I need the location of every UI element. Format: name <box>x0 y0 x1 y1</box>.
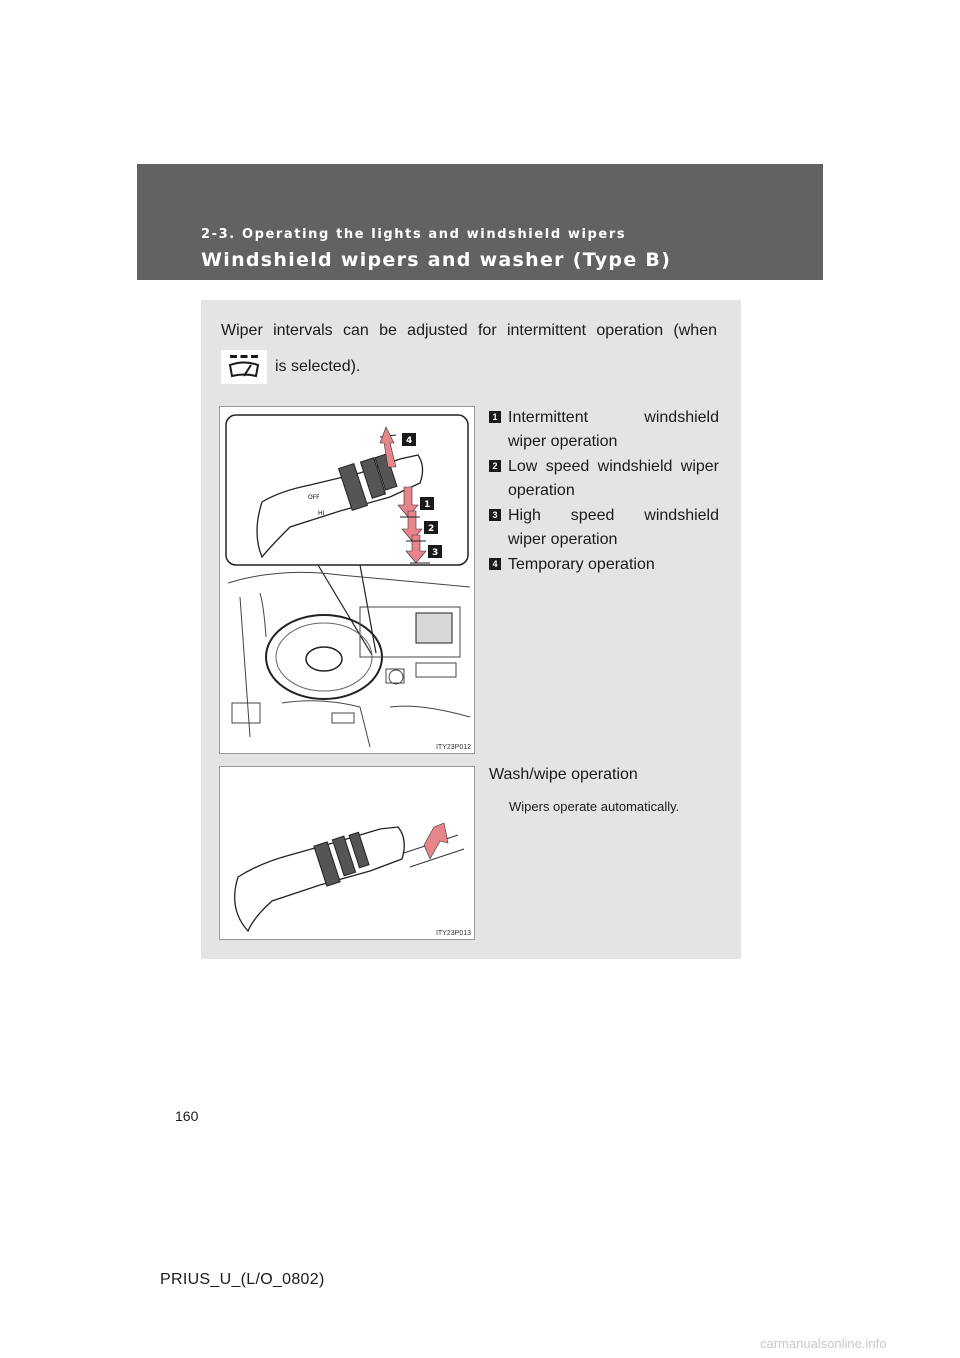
svg-text:OFF: OFF <box>308 494 320 501</box>
step-item-1 <box>489 406 719 454</box>
svg-text:4: 4 <box>406 436 413 446</box>
document-footer: PRIUS_U_(L/O_0802) <box>160 1271 325 1288</box>
step-number: 3 <box>489 509 501 521</box>
svg-text:2: 2 <box>428 524 435 534</box>
page-number: 160 <box>175 1108 199 1124</box>
step-text: Low speed windshield wiper <box>508 458 719 475</box>
step-text-continued: wiper operation <box>508 433 618 450</box>
step-text: Intermittent windshield <box>508 409 719 426</box>
wash-heading: Wash/wipe operation <box>489 766 638 783</box>
intermittent-wiper-icon <box>221 350 267 384</box>
dashboard-illustration <box>220 407 474 753</box>
intro-text-continued: is selected). <box>275 358 361 375</box>
step-list <box>489 406 719 578</box>
step-text: Temporary operation <box>508 556 655 573</box>
section-header <box>137 164 823 280</box>
svg-text:1: 1 <box>424 500 431 510</box>
wash-lever-figure <box>219 766 475 940</box>
step-number: 4 <box>489 558 501 570</box>
watermark: carmanualsonline.info <box>760 1336 887 1351</box>
section-subtitle: 2-3. Operating the lights and windshield wipers <box>201 227 627 242</box>
step-item-4 <box>489 553 719 577</box>
content-panel <box>201 300 741 959</box>
figure-code: ITY23P013 <box>435 930 471 937</box>
page-title: Windshield wipers and washer (Type B) <box>201 249 672 271</box>
intro-text: Wiper intervals can be adjusted for intermittent operation (when <box>221 322 717 339</box>
svg-text:3: 3 <box>432 548 439 558</box>
step-text-continued: wiper operation <box>508 531 618 548</box>
svg-text:HI: HI <box>318 510 325 517</box>
step-text-continued: operation <box>508 482 575 499</box>
step-item-2 <box>489 455 719 503</box>
step-text: High speed windshield <box>508 507 719 524</box>
step-number: 1 <box>489 411 501 423</box>
step-number: 2 <box>489 460 501 472</box>
wash-illustration <box>220 767 474 939</box>
figure-code: ITY23P012 <box>435 744 471 751</box>
step-item-3 <box>489 504 719 552</box>
wiper-lever-figure <box>219 406 475 754</box>
wash-description: Wipers operate automatically. <box>509 799 680 814</box>
